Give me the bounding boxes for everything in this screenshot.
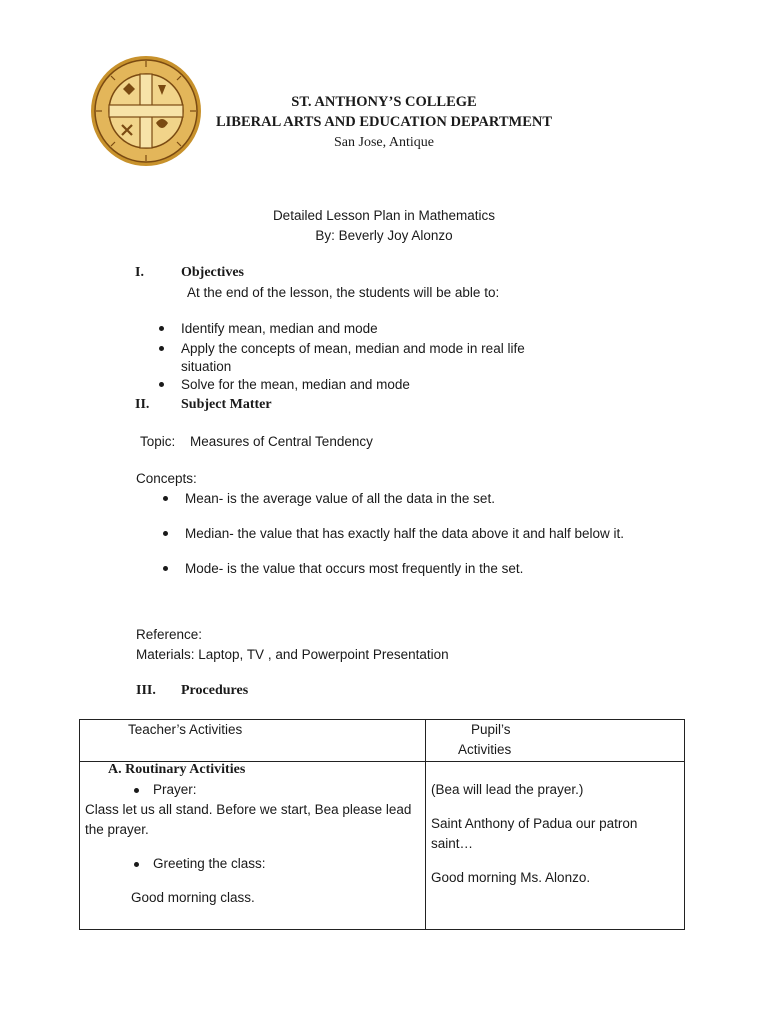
teacher-activities-header: Teacher’s Activities xyxy=(128,722,243,737)
procedures-table xyxy=(79,719,685,930)
college-name: ST. ANTHONY’S COLLEGE xyxy=(291,94,477,110)
pupil-activities-header-line2: Activities xyxy=(458,742,512,757)
pupil-greeting-response: Good morning Ms. Alonzo. xyxy=(431,870,591,885)
pupil-prayer-response: (Bea will lead the prayer.) xyxy=(431,782,584,797)
objectives-numeral: I. xyxy=(135,265,144,280)
objective-item-continuation: situation xyxy=(181,359,232,374)
concept-item: Median- the value that has exactly half the data above it and half below it. xyxy=(185,526,625,541)
lesson-plan-author: By: Beverly Joy Alonzo xyxy=(315,228,453,243)
bullet-icon xyxy=(134,862,139,867)
bullet-icon xyxy=(159,346,164,351)
bullet-icon xyxy=(134,788,139,793)
prayer-label: Prayer: xyxy=(153,782,197,797)
concept-item: Mode- is the value that occurs most frequently in the set. xyxy=(185,561,524,576)
greeting-label: Greeting the class: xyxy=(153,856,266,871)
objective-item: Identify mean, median and mode xyxy=(181,321,378,336)
procedures-numeral: III. xyxy=(136,683,156,698)
pupil-activities-header-line1: Pupil’s xyxy=(471,722,511,737)
lesson-plan-title: Detailed Lesson Plan in Mathematics xyxy=(272,208,496,223)
objective-item: Apply the concepts of mean, median and mode in real life xyxy=(181,341,525,356)
table-column-divider xyxy=(425,720,426,929)
bullet-icon xyxy=(163,531,168,536)
concept-item: Mean- is the average value of all the data in the set. xyxy=(185,491,495,506)
bullet-icon xyxy=(159,382,164,387)
procedures-heading: Procedures xyxy=(181,683,249,698)
teacher-greeting: Good morning class. xyxy=(131,890,255,905)
bullet-icon xyxy=(159,326,164,331)
concepts-label: Concepts: xyxy=(136,471,197,486)
reference-label: Reference: xyxy=(136,627,203,642)
college-location: San Jose, Antique xyxy=(334,135,434,150)
bullet-icon xyxy=(163,496,168,501)
topic-label: Topic: xyxy=(140,434,176,449)
objectives-intro: At the end of the lesson, the students will be able to: xyxy=(187,285,500,300)
prayer-instruction-line1: Class let us all stand. Before we start, Bea please lead xyxy=(85,802,412,817)
pupil-prayer-line2: saint… xyxy=(431,836,474,851)
materials-line: Materials: Laptop, TV , and Powerpoint Presentation xyxy=(136,647,449,662)
subject-matter-heading: Subject Matter xyxy=(181,397,272,412)
bullet-icon xyxy=(163,566,168,571)
objectives-heading: Objectives xyxy=(181,265,244,280)
prayer-instruction-line2: the prayer. xyxy=(85,822,149,837)
objective-item: Solve for the mean, median and mode xyxy=(181,377,410,392)
pupil-prayer-line1: Saint Anthony of Padua our patron xyxy=(431,816,638,831)
subject-matter-numeral: II. xyxy=(135,397,150,412)
topic-value: Measures of Central Tendency xyxy=(190,434,373,449)
department-name: LIBERAL ARTS AND EDUCATION DEPARTMENT xyxy=(215,114,553,130)
routinary-activities-heading: A. Routinary Activities xyxy=(108,762,246,777)
